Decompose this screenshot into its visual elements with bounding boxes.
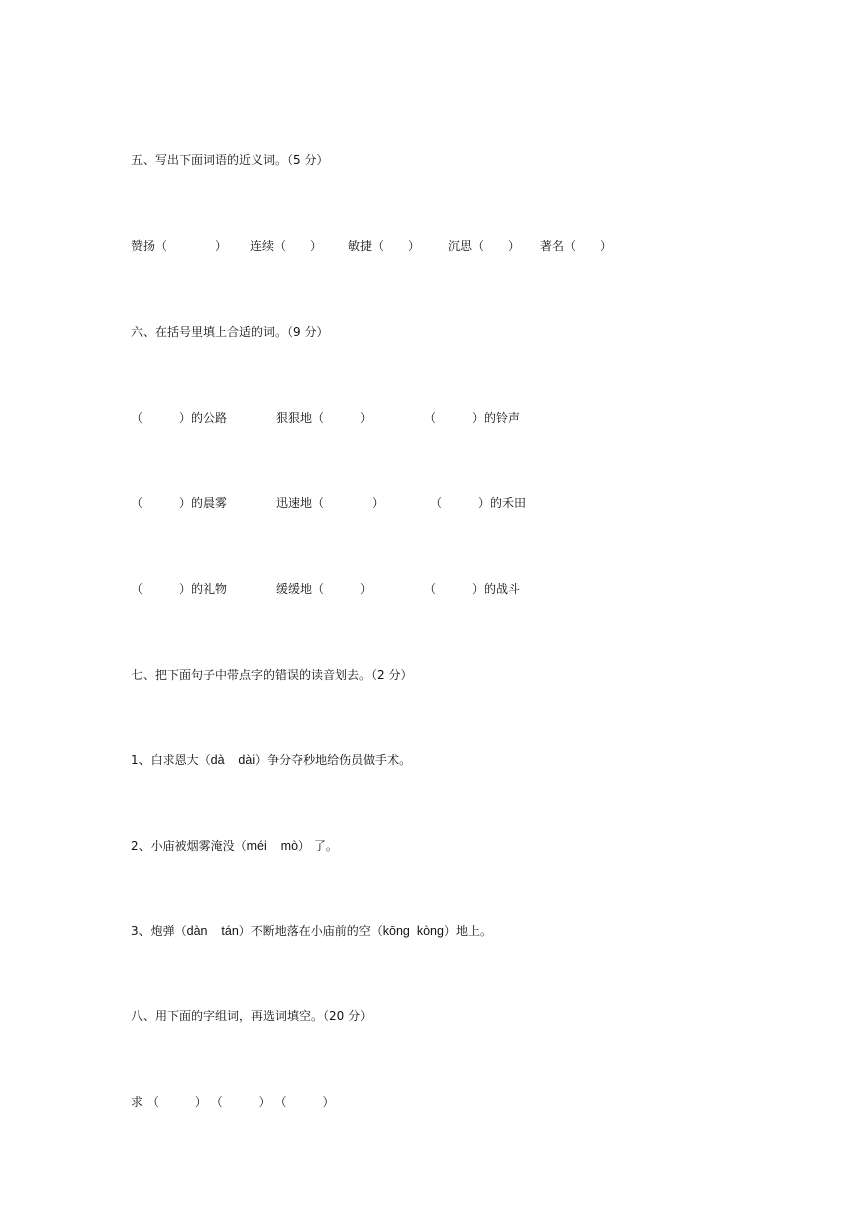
synonym-item-3: 敏捷（ ） — [348, 239, 421, 253]
fill-blank-r3-c1: （ ）的礼物 — [131, 582, 228, 596]
synonym-item-4: 沉思（ ） — [448, 239, 521, 253]
synonym-item-5: 著名（ ） — [540, 239, 613, 253]
fill-blank-r1-c1: （ ）的公路 — [131, 411, 228, 425]
fill-blank-r1-c2: 狠狠地（ ） — [276, 411, 373, 425]
section7-heading: 七、把下面句子中带点字的错误的读音划去。（2 分） — [131, 668, 413, 682]
section8-heading: 八、用下面的字组词，再选词填空。（20 分） — [131, 1009, 373, 1023]
fill-blank-r2-c3: （ ）的禾田 — [430, 496, 527, 510]
sentence-1-post: ）争分夺秒地给伤员做手术。 — [255, 753, 412, 767]
fill-blank-r2-c2: 迅速地（ ） — [276, 496, 385, 510]
fill-blank-r3-c2: 缓缓地（ ） — [276, 582, 373, 596]
sentence-2-pre: 2、小庙被烟雾淹没（ — [131, 839, 247, 853]
sentence-2-post: ） 了。 — [298, 839, 338, 853]
word-building-line: 求 （ ） （ ） （ ） — [131, 1095, 335, 1109]
sentence-3-mid: ）不断地落在小庙前的空（ — [238, 924, 383, 938]
fill-blank-r1-c3: （ ）的铃声 — [424, 411, 521, 425]
sentence-1-pre: 1、白求恩大（ — [131, 753, 211, 767]
fill-blank-r2-c1: （ ）的晨雾 — [131, 496, 228, 510]
sentence-2 — [131, 838, 338, 854]
sentence-3-post: ）地上。 — [443, 924, 492, 938]
section5-heading: 五、写出下面词语的近义词。（5 分） — [131, 153, 329, 167]
sentence-3-pinyin-2: kōng kòng — [382, 924, 444, 938]
sentence-3-pre: 3、炮弹（ — [131, 924, 187, 938]
sentence-2-pinyin: méi mò — [246, 839, 299, 853]
synonym-item-1: 赞扬（ ） — [131, 239, 228, 253]
sentence-1 — [131, 752, 411, 768]
sentence-3-pinyin: dàn tán — [186, 924, 239, 938]
sentence-1-pinyin: dà dài — [210, 753, 256, 767]
sentence-3 — [131, 923, 492, 939]
fill-blank-r3-c3: （ ）的战斗 — [424, 582, 521, 596]
synonym-item-2: 连续（ ） — [250, 239, 323, 253]
section6-heading: 六、在括号里填上合适的词。（9 分） — [131, 325, 329, 339]
